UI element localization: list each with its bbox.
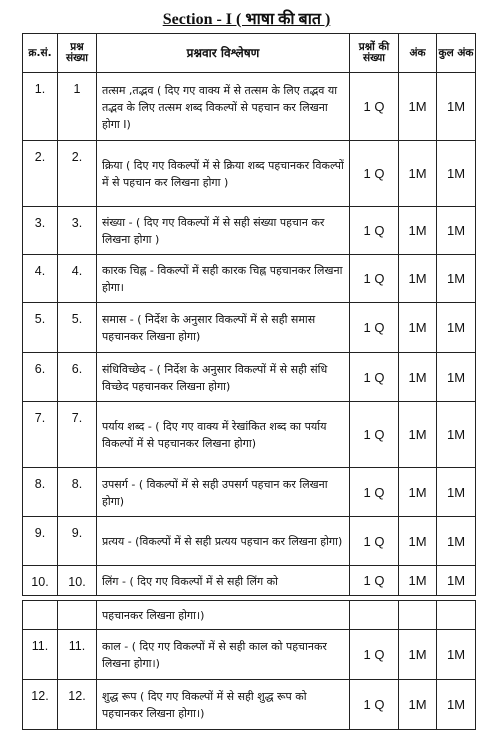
total-marks-cell: 1M	[437, 517, 476, 566]
table-row	[23, 517, 476, 566]
table-row	[23, 630, 476, 680]
serial-number-cell: 12.	[23, 680, 58, 730]
question-count-cell: 1 Q	[350, 353, 399, 402]
analysis-cell: उपसर्ग - ( विकल्पों में से सही उपसर्ग पहचान कर लिखना होगा)	[97, 468, 350, 517]
question-number-cell: 9.	[58, 517, 97, 566]
header-question-no: प्रश्न संख्या	[58, 34, 97, 73]
marks-cell: 1M	[399, 680, 437, 730]
total-marks-cell: 1M	[437, 73, 476, 141]
serial-number-cell: 6.	[23, 353, 58, 402]
analysis-cell: पर्याय शब्द - ( दिए गए वाक्य में रेखांकित शब्द का पर्याय विकल्पों में से पहचानकर लिखना होगा)	[97, 402, 350, 468]
question-count-cell: 1 Q	[350, 73, 399, 141]
question-count-cell: 1 Q	[350, 303, 399, 353]
question-number-cell: 12.	[58, 680, 97, 730]
table-row	[23, 468, 476, 517]
total-marks-cell: 1M	[437, 303, 476, 353]
header-analysis: प्रश्नवार विश्लेषण	[97, 34, 350, 73]
analysis-table	[22, 33, 476, 596]
question-number-cell: 1	[58, 73, 97, 141]
total-marks-cell: 1M	[437, 402, 476, 468]
analysis-cell: प्रत्यय - (विकल्पों में से सही प्रत्यय पहचान कर लिखना होगा)	[97, 517, 350, 566]
total-marks-cell: 1M	[437, 353, 476, 402]
table-row	[23, 141, 476, 207]
question-count-cell: 1 Q	[350, 517, 399, 566]
analysis-cell: संख्या - ( दिए गए विकल्पों में से सही संख्या पहचान कर लिखना होगा )	[97, 207, 350, 255]
question-number-cell: 6.	[58, 353, 97, 402]
marks-cell: 1M	[399, 303, 437, 353]
marks-cell: 1M	[399, 402, 437, 468]
table-row	[23, 73, 476, 141]
analysis-cell: लिंग - ( दिए गए विकल्पों में से सही लिंग को	[97, 566, 350, 596]
marks-cell: 1M	[399, 207, 437, 255]
question-count-cell	[350, 601, 399, 630]
analysis-cell: कारक चिह्न - विकल्पों में सही कारक चिह्न पहचानकर लिखना होगा।	[97, 255, 350, 303]
question-count-cell: 1 Q	[350, 402, 399, 468]
analysis-cell: पहचानकर लिखना होगा।)	[97, 601, 350, 630]
serial-number-cell: 8.	[23, 468, 58, 517]
total-marks-cell: 1M	[437, 630, 476, 680]
question-count-cell: 1 Q	[350, 141, 399, 207]
analysis-cell: तत्सम ,तद्भव ( दिए गए वाक्य में से तत्सम के लिए तद्भव या तद्भव के लिए तत्सम शब्द विकल्पों से पहचान कर लिखना होगा I)	[97, 73, 350, 141]
total-marks-cell: 1M	[437, 680, 476, 730]
marks-cell: 1M	[399, 517, 437, 566]
question-number-cell: 5.	[58, 303, 97, 353]
header-sr: क्र.सं.	[23, 34, 58, 73]
header-total-marks: कुल अंक	[437, 34, 476, 73]
question-number-cell: 3.	[58, 207, 97, 255]
serial-number-cell: 5.	[23, 303, 58, 353]
question-count-cell: 1 Q	[350, 468, 399, 517]
serial-number-cell: 4.	[23, 255, 58, 303]
header-marks: अंक	[399, 34, 437, 73]
serial-number-cell: 1.	[23, 73, 58, 141]
question-number-cell: 10.	[58, 566, 97, 596]
question-number-cell: 11.	[58, 630, 97, 680]
total-marks-cell: 1M	[437, 141, 476, 207]
total-marks-cell: 1M	[437, 468, 476, 517]
table-row	[23, 255, 476, 303]
table-row	[23, 353, 476, 402]
serial-number-cell: 3.	[23, 207, 58, 255]
question-number-cell: 4.	[58, 255, 97, 303]
analysis-cell: समास - ( निर्देश के अनुसार विकल्पों में से सही समास पहचानकर लिखना होगा)	[97, 303, 350, 353]
marks-cell: 1M	[399, 73, 437, 141]
marks-cell: 1M	[399, 353, 437, 402]
section-title: Section - I ( भाषा की बात )	[162, 11, 331, 28]
table-row	[23, 601, 476, 630]
question-number-cell: 2.	[58, 141, 97, 207]
total-marks-cell	[437, 601, 476, 630]
total-marks-cell: 1M	[437, 255, 476, 303]
analysis-cell: शुद्ध रूप ( दिए गए विकल्पों में से सही शुद्ध रूप को पहचानकर लिखना होगा।)	[97, 680, 350, 730]
marks-cell: 1M	[399, 566, 437, 596]
serial-number-cell	[23, 601, 58, 630]
serial-number-cell: 9.	[23, 517, 58, 566]
question-count-cell: 1 Q	[350, 630, 399, 680]
serial-number-cell: 2.	[23, 141, 58, 207]
serial-number-cell: 7.	[23, 402, 58, 468]
serial-number-cell: 11.	[23, 630, 58, 680]
question-number-cell: 7.	[58, 402, 97, 468]
total-marks-cell: 1M	[437, 566, 476, 596]
total-marks-cell: 1M	[437, 207, 476, 255]
question-count-cell: 1 Q	[350, 255, 399, 303]
question-number-cell: 8.	[58, 468, 97, 517]
analysis-cell: काल - ( दिए गए विकल्पों में से सही काल को पहचानकर लिखना होगा।)	[97, 630, 350, 680]
question-count-cell: 1 Q	[350, 207, 399, 255]
serial-number-cell: 10.	[23, 566, 58, 596]
marks-cell: 1M	[399, 468, 437, 517]
marks-cell: 1M	[399, 255, 437, 303]
analysis-cell: संधिविच्छेद - ( निर्देश के अनुसार विकल्पों में से सही संधि विच्छेद पहचानकर लिखना होगा)	[97, 353, 350, 402]
analysis-cell: क्रिया ( दिए गए विकल्पों में से क्रिया शब्द पहचानकर विकल्पों में से पहचान कर लिखना होगा )	[97, 141, 350, 207]
table-row	[23, 566, 476, 596]
question-number-cell	[58, 601, 97, 630]
table-row	[23, 402, 476, 468]
marks-cell: 1M	[399, 630, 437, 680]
table-row	[23, 680, 476, 730]
marks-cell: 1M	[399, 141, 437, 207]
question-count-cell: 1 Q	[350, 566, 399, 596]
header-question-count: प्रश्नों की संख्या	[350, 34, 399, 73]
header-row	[23, 34, 476, 73]
question-count-cell: 1 Q	[350, 680, 399, 730]
table-row	[23, 207, 476, 255]
table-row	[23, 303, 476, 353]
analysis-table-continued	[22, 600, 476, 730]
marks-cell	[399, 601, 437, 630]
